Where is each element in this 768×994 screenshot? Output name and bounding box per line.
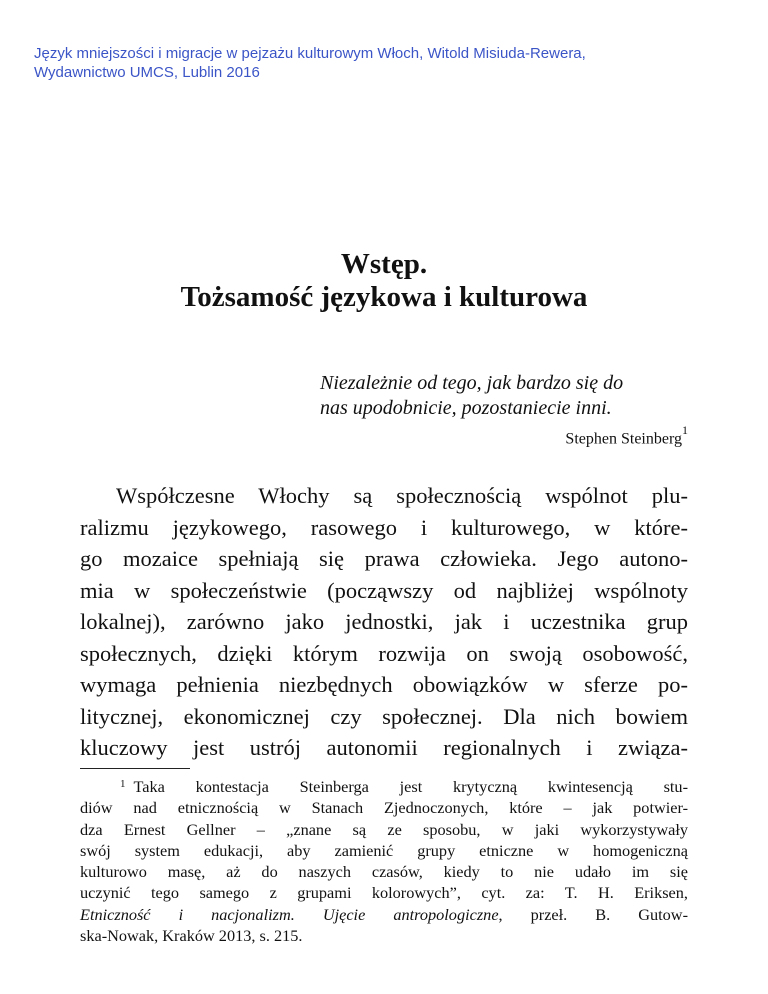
body-line: wymaga pełnienia niezbędnych obowiązków w sferze po- — [80, 672, 688, 697]
footnote-line: ska-Nowak, Kraków 2013, s. 215. — [80, 926, 303, 946]
footnote-divider — [80, 768, 190, 769]
epigraph-author — [320, 423, 688, 449]
footnote-text: , przeł. B. Gutow- — [498, 904, 688, 924]
body-line: ralizmu językowego, rasowego i kulturowego, w które- — [80, 514, 688, 540]
footnote-line: dza Ernest Gellner – „znane są ze sposobu, w jaki wykorzystywały — [80, 819, 688, 839]
footnote-line: uczynić tego samego z grupami kolorowych”, cyt. za: T. H. Eriksen, — [80, 883, 688, 903]
source-citation-line: Wydawnictwo UMCS, Lublin 2016 — [34, 64, 260, 81]
source-citation-line: Język mniejszości i migracje w pejzażu kulturowym Włoch, Witold Misiuda-Rewera, — [34, 45, 586, 62]
footnote-text: Taka kontestacja Steinberga jest krytyczną kwintesencją stu- — [133, 777, 688, 796]
epigraph-line: nas upodobnicie, pozostaniecie inni. — [320, 397, 612, 419]
footnote-line: diów nad etnicznością w Stanach Zjednoczonych, które – jak potwier- — [80, 798, 688, 818]
cited-book-title: Etniczność i nacjonalizm. Ujęcie antropologiczne — [80, 904, 499, 924]
footnote-line: kulturowo masę, aż do naszych czasów, kiedy to nie udało im się — [80, 862, 688, 882]
body-line: kluczowy jest ustrój autonomii regionalnych i związa- — [80, 735, 688, 760]
body-line: litycznej, ekonomicznej czy społecznej. Dla nich bowiem — [80, 703, 688, 729]
chapter-title — [0, 248, 768, 314]
footnote-line — [80, 776, 688, 797]
body-line: go mozaice spełniają się prawa człowieka. Jego autono- — [80, 546, 688, 571]
body-line: Współczesne Włochy są społecznością wspólnot plu- — [116, 483, 688, 508]
chapter-subtitle-line: Tożsamość językowa i kulturowa — [180, 281, 588, 313]
epigraph — [320, 371, 720, 421]
body-line: lokalnej), zarówno jako jednostki, jak i uczestnika grup — [80, 609, 688, 634]
footnote-line — [80, 904, 688, 925]
epigraph-line: Niezależnie od tego, jak bardzo się do — [320, 372, 624, 394]
footnote-line: swój system edukacji, aby zamienić grupy etniczne w homogeniczną — [80, 840, 688, 860]
body-line: mia w społeczeństwie (począwszy od najbliżej wspólnoty — [80, 577, 688, 603]
body-line: społecznych, dzięki którym rozwija on swoją osobowość, — [80, 640, 688, 666]
chapter-title-line: Wstęp. — [340, 248, 428, 280]
footnote — [80, 776, 688, 946]
source-citation-header — [34, 44, 734, 82]
footnote-reference: 1 — [682, 423, 688, 437]
footnote-marker: 1 — [120, 778, 126, 790]
epigraph-author-name: Stephen Steinberg — [565, 430, 682, 448]
body-paragraph — [80, 480, 688, 764]
